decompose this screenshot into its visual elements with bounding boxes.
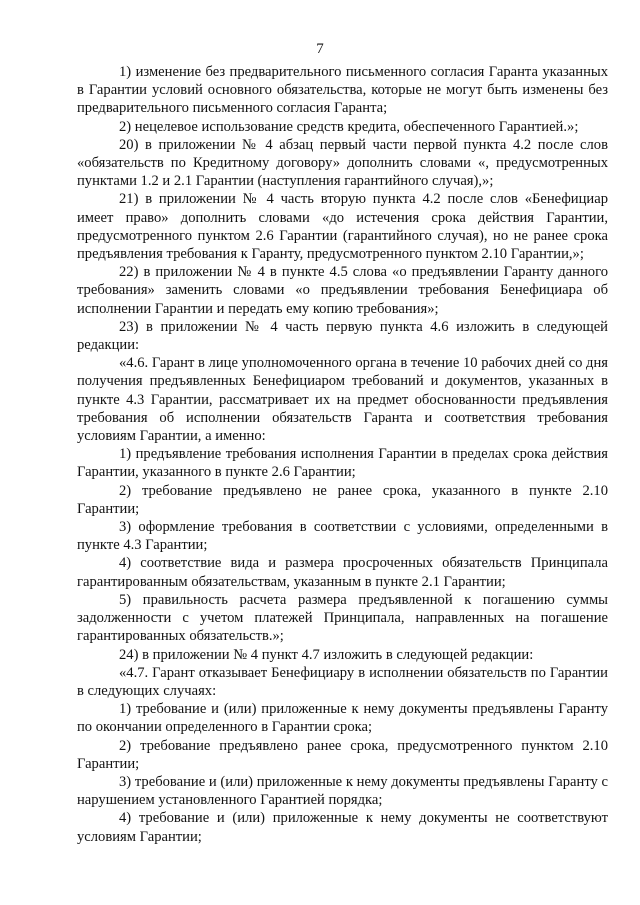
paragraph: 21) в приложении № 4 часть вторую пункта 4.2 после слов «Бенефициар имеет право» дополнить словами «до истечения срока действия Гарантии, предусмотренного пунктом 2.6 Гарантии (гарантийного случая), но не ранее срока предъявления требования к Гаранту, предусмотренного пунктом 2.10 Гарантии,»; (77, 191, 608, 263)
paragraph: 24) в приложении № 4 пункт 4.7 изложить в следующей редакции: (119, 646, 534, 663)
paragraph: 20) в приложении № 4 абзац первый части первой пункта 4.2 после слов «обязательств по Кредитному договору» дополнить словами «, предусмотренных пунктами 1.2 и 2.1 Гарантии (наступления гарантийного случая),»; (77, 136, 608, 190)
page-number: 7 (316, 41, 324, 57)
paragraph: 2) нецелевое использование средств кредита, обеспеченного Гарантией.»; (119, 118, 579, 135)
paragraph: 1) изменение без предварительного письменного согласия Гаранта указанных в Гарантии условий основного обязательства, которые не могут быть изменены без предварительного письменного согласия Гаранта; (77, 64, 608, 117)
paragraph: 23) в приложении № 4 часть первую пункта 4.6 изложить в следующей редакции: (77, 318, 608, 354)
paragraph: 22) в приложении № 4 в пункте 4.5 слова «о предъявлении Гаранту данного требования» заменить словами «о предъявлении требования Бенефициара об исполнении Гарантии и передать ему копию требования»; (77, 264, 608, 317)
paragraph: 3) оформление требования в соответствии с условиями, определенными в пункте 4.3 Гарантии; (77, 519, 608, 554)
paragraph: 2) требование предъявлено ранее срока, предусмотренного пунктом 2.10 Гарантии; (77, 737, 608, 772)
paragraph: «4.7. Гарант отказывает Бенефициару в исполнении обязательств по Гарантии в следующих случаях: (77, 664, 608, 699)
paragraph: «4.6. Гарант в лице уполномоченного органа в течение 10 рабочих дней со дня получения предъявленных Бенефициаром требований и документов, указанных в пункте 4.3 Гарантии, рассматривает их на предмет обоснованности предъявления требования об исполнении обязательств Гаранта и соответствия требования условиям Гарантии, а именно: (77, 355, 608, 445)
paragraph: 3) требование и (или) приложенные к нему документы предъявлены Гаранту с нарушением установленного Гарантией порядка; (77, 773, 608, 809)
paragraph: 2) требование предъявлено не ранее срока, указанного в пункте 2.10 Гарантии; (77, 482, 608, 517)
paragraph: 5) правильность расчета размера предъявленной к погашению суммы задолженности с учетом платежей Принципала, направленных на погашение гарантированных обязательств.»; (77, 591, 608, 645)
paragraph: 4) требование и (или) приложенные к нему документы не соответствуют условиям Гарантии; (77, 810, 608, 845)
document-body (77, 63, 608, 846)
paragraph: 4) соответствие вида и размера просроченных обязательств Принципала гарантированным обязательствам, указанным в пункте 2.1 Гарантии; (77, 555, 608, 590)
paragraph: 1) предъявление требования исполнения Гарантии в пределах срока действия Гарантии, указанного в пункте 2.6 Гарантии; (77, 446, 608, 481)
paragraph: 1) требование и (или) приложенные к нему документы предъявлены Гаранту по окончании определенного в Гарантии срока; (77, 701, 608, 736)
